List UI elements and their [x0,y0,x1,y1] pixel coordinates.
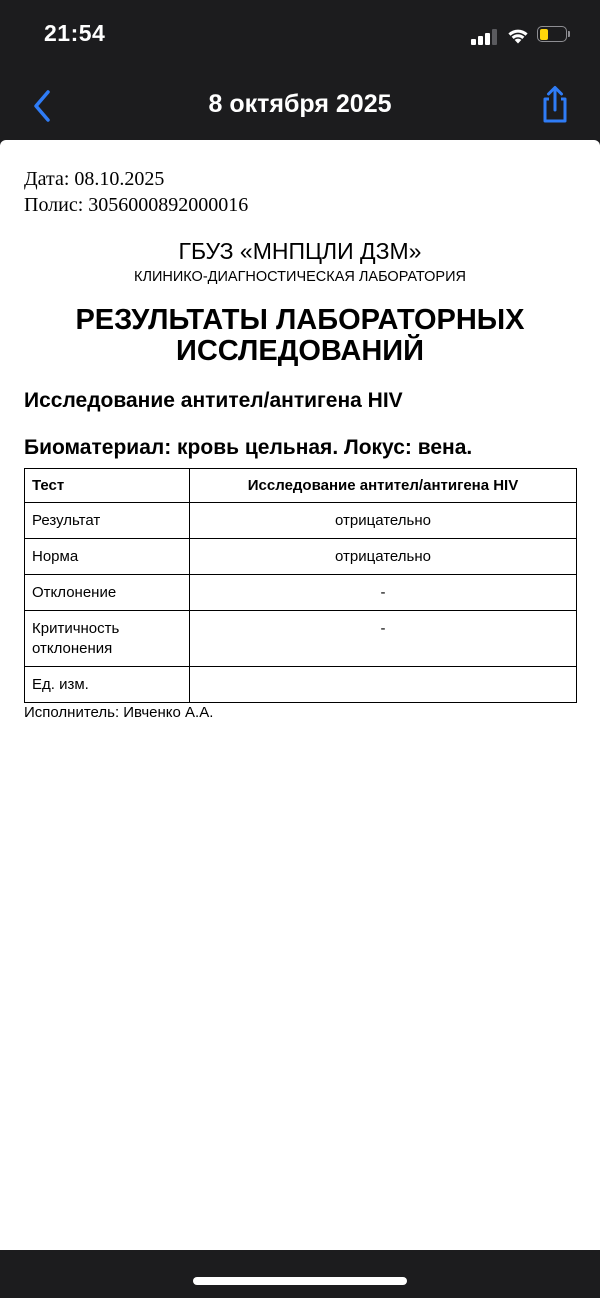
row-label: Результат [25,503,190,539]
document-title: РЕЗУЛЬТАТЫ ЛАБОРАТОРНЫХ ИССЛЕДОВАНИЙ [75,304,525,367]
table-row [25,575,577,611]
home-indicator[interactable] [193,1277,407,1285]
table-header-row [25,469,577,503]
policy-line: Полис: 3056000892000016 [24,194,249,216]
row-value [190,667,577,703]
row-value: - [190,611,577,667]
table-header-test: Тест [25,469,190,503]
organization-subtitle: КЛИНИКО-ДИАГНОСТИЧЕСКАЯ ЛАБОРАТОРИЯ [134,269,466,285]
row-label: Норма [25,539,190,575]
share-icon [536,84,574,126]
row-value: - [190,575,577,611]
wifi-icon [506,25,530,45]
document-page [0,140,600,1250]
row-value: отрицательно [190,539,577,575]
share-button[interactable] [536,84,574,126]
biomaterial-line: Биоматериал: кровь цельная. Локус: вена. [24,436,473,459]
status-time: 21:54 [44,20,106,46]
battery-icon [537,26,569,44]
row-label: Ед. изм. [25,667,190,703]
table-header-study: Исследование антител/антигена HIV [190,469,577,503]
document-meta [24,166,248,218]
executor-line: Исполнитель: Ивченко А.А. [24,704,214,721]
table-row [25,539,577,575]
date-line: Дата: 08.10.2025 [24,168,165,190]
table-row [25,503,577,539]
status-bar [0,0,600,70]
study-title: Исследование антител/антигена HIV [24,389,403,412]
navigation-bar [0,70,600,140]
results-table [24,468,577,703]
page-title: 8 октября 2025 [208,90,392,118]
row-label: Отклонение [25,575,190,611]
row-value: отрицательно [190,503,577,539]
table-row [25,611,577,667]
table-row [25,667,577,703]
organization-name: ГБУЗ «МНПЦЛИ ДЗМ» [178,238,422,264]
row-label: Критичность отклонения [25,611,190,667]
cellular-signal-icon [471,29,499,45]
